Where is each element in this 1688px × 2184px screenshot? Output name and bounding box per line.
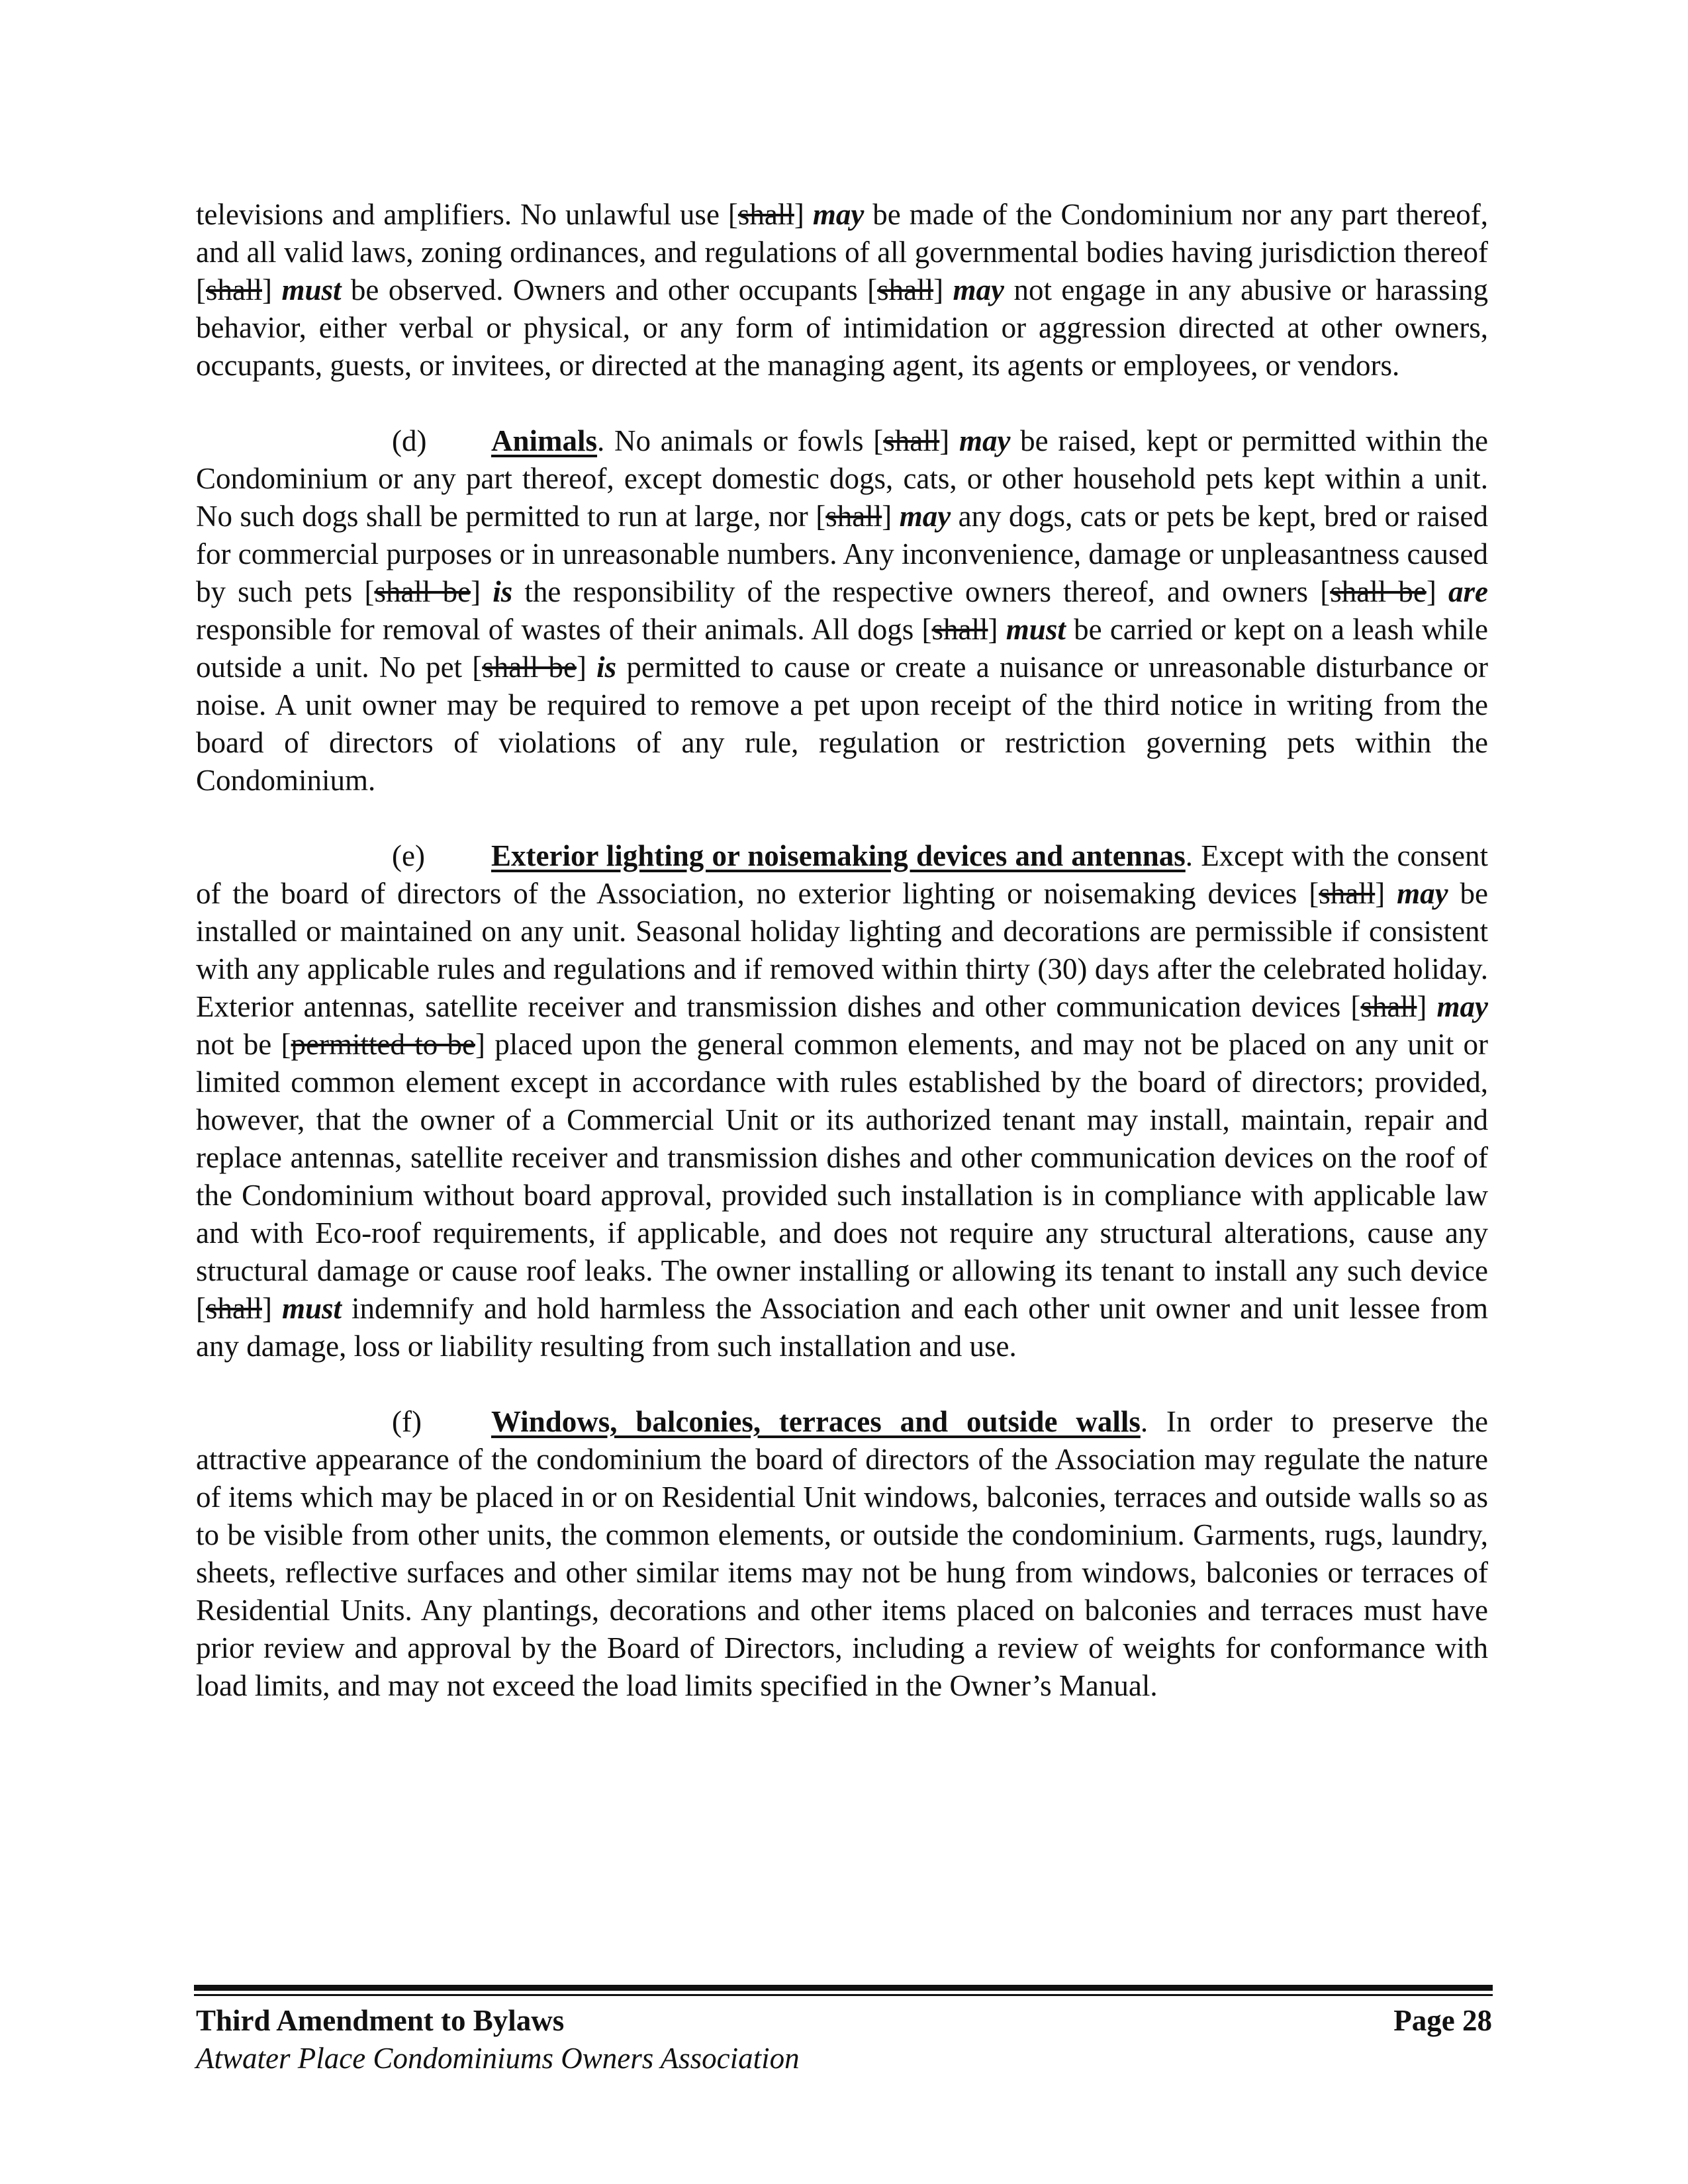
deleted-text: shall be <box>374 575 471 608</box>
deleted-text: shall be <box>482 651 577 684</box>
section-label: (f) <box>392 1405 422 1438</box>
deleted-text: shall <box>931 613 988 646</box>
deleted-text: shall be <box>1330 575 1427 608</box>
inserted-text: may <box>899 500 951 533</box>
deleted-text: shall <box>1360 990 1417 1023</box>
inserted-text: may <box>953 273 1005 306</box>
inserted-text: must <box>1006 613 1066 646</box>
section-d-animals: (d) Animals. No animals or fowls [shall] may be raised, kept or permitted within the Condominium or any part thereof, except domestic dogs, cats, or other household pets kept within a unit. No such dogs shall be permitted to run at large, nor [shall] may any dogs, cats or pets be kept, bred or raised for commercial purposes or in unreasonable numbers. Any inconvenience, damage or unpleasantness caused by such pets [shall be] is the responsibility of the respective owners thereof, and owners [shall be] are responsible for removal of wastes of their animals. All dogs [shall] must be carried or kept on a leash while outside a unit. No pet [shall be] is permitted to cause or create a nuisance or unreasonable disturbance or noise. A unit owner may be required to remove a pet upon receipt of the third notice in writing from the board of directors of violations of any rule, regulation or restriction governing pets within the Condominium. <box>196 422 1488 799</box>
section-label: (d) <box>392 424 427 457</box>
deleted-text: shall <box>825 500 882 533</box>
deleted-text: shall <box>737 198 794 231</box>
paragraph-continuation: televisions and amplifiers. No unlawful use [shall] may be made of the Condominium nor any part thereof, and all valid laws, zoning ordinances, and regulations of all governmental bodies having jurisdiction thereof [shall] must be observed. Owners and other occupants [shall] may not engage in any abusive or harassing behavior, either verbal or physical, or any form of intimidation or aggression directed at other owners, occupants, guests, or invitees, or directed at the managing agent, its agents or employees, or vendors. <box>196 198 1488 382</box>
footer-rule-thick <box>194 1985 1493 1991</box>
inserted-text: are <box>1448 575 1488 608</box>
inserted-text: must <box>281 1292 342 1325</box>
deleted-text: shall <box>206 1292 262 1325</box>
deleted-text: shall <box>883 424 940 457</box>
section-heading: Windows, balconies, terraces and outside walls <box>491 1405 1141 1438</box>
section-f-windows: (f) Windows, balconies, terraces and outside walls. In order to preserve the attractive appearance of the condominium the board of directors of the Association may regulate the nature of items which may be placed in or on Residential Unit windows, balconies, terraces and outside walls so as to be visible from other units, the common elements, or outside the condominium. Garments, rugs, laundry, sheets, reflective surfaces and other similar items may not be hung from windows, balconies or terraces of Residential Units. Any plantings, decorations and other items placed on balconies and terraces must have prior review and approval by the Board of Directors, including a review of weights for conformance with load limits, and may not exceed the load limits specified in the Owner’s Manual. <box>196 1403 1488 1705</box>
footer-rule-thin <box>194 1994 1493 1996</box>
footer-title: Third Amendment to Bylaws <box>196 2004 565 2037</box>
section-label: (e) <box>392 839 425 872</box>
page-number: Page 28 <box>1393 2004 1492 2037</box>
deleted-text: shall <box>206 273 262 306</box>
footer-subtitle: Atwater Place Condominiums Owners Association <box>196 2042 800 2075</box>
inserted-text: may <box>1397 877 1448 910</box>
inserted-text: is <box>596 651 617 684</box>
inserted-text: may <box>812 198 865 231</box>
section-heading: Animals <box>491 424 598 457</box>
inserted-text: is <box>492 575 513 608</box>
inserted-text: must <box>281 273 342 306</box>
deleted-text: shall <box>877 273 934 306</box>
deleted-text: permitted to be <box>291 1028 476 1061</box>
section-heading: Exterior lighting or noisemaking devices and antennas <box>491 839 1186 872</box>
inserted-text: may <box>959 424 1011 457</box>
body-text <box>196 196 1488 1705</box>
inserted-text: may <box>1436 990 1488 1023</box>
section-e-exterior-lighting: (e) Exterior lighting or noisemaking devices and antennas. Except with the consent of the board of directors of the Association, no exterior lighting or noisemaking devices [shall] may be installed or maintained on any unit. Seasonal holiday lighting and decorations are permissible if consistent with any applicable rules and regulations and if removed within thirty (30) days after the celebrated holiday. Exterior antennas, satellite receiver and transmission dishes and other communication devices [shall] may not be [permitted to be] placed upon the general common elements, and may not be placed on any unit or limited common element except in accordance with rules established by the board of directors; provided, however, that the owner of a Commercial Unit or its authorized tenant may install, maintain, repair and replace antennas, satellite receiver and transmission dishes and other communication devices on the roof of the Condominium without board approval, provided such installation is in compliance with applicable law and with Eco-roof requirements, if applicable, and does not require any structural alterations, cause any structural damage or cause roof leaks. The owner installing or allowing its tenant to install any such device [shall] must indemnify and hold harmless the Association and each other unit owner and unit lessee from any damage, loss or liability resulting from such installation and use. <box>196 837 1488 1365</box>
deleted-text: shall <box>1319 877 1376 910</box>
